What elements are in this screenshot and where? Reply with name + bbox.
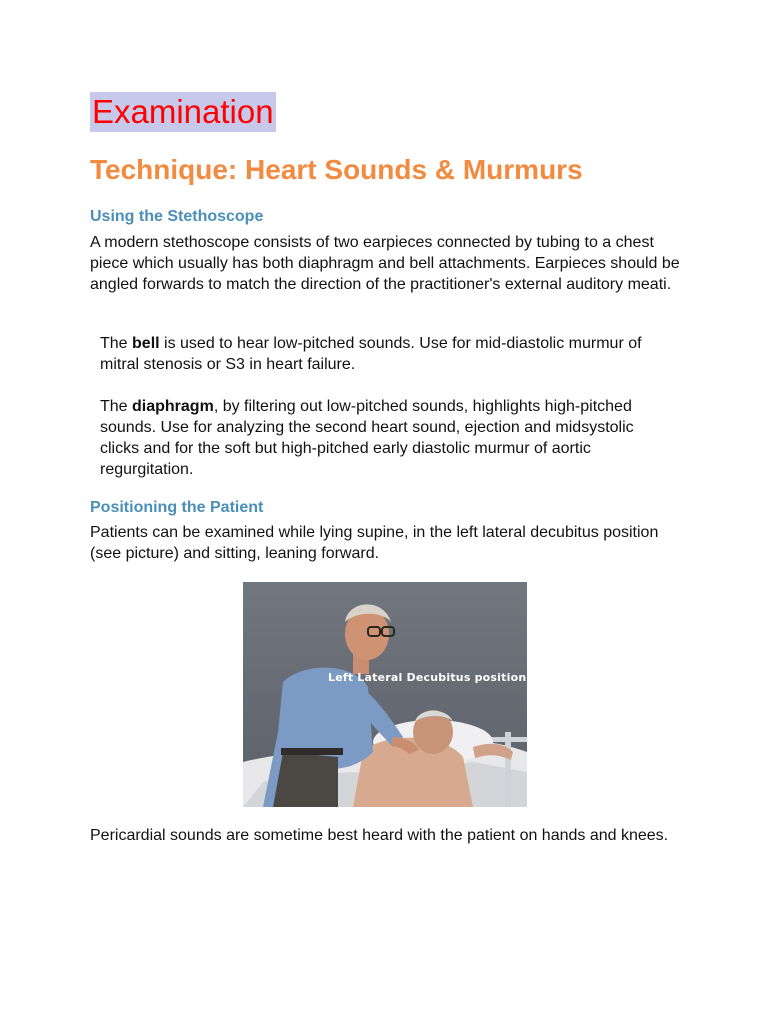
- diaphragm-term: diaphragm: [132, 398, 214, 415]
- section-heading-stethoscope: Using the Stethoscope: [90, 208, 264, 225]
- stethoscope-paragraph: A modern stethoscope consists of two earpieces connected by tubing to a chest piece which usually has both diaphragm and bell attachments. Earpieces should be angled forwards to match the direction of the practitioner's external auditory meati.: [90, 234, 680, 293]
- page-title: Examination: [92, 93, 274, 130]
- bell-paragraph: [100, 333, 645, 375]
- positioning-paragraph: Patients can be examined while lying supine, in the left lateral decubitus position (see picture) and sitting, leaning forward.: [90, 524, 659, 562]
- diaphragm-text: , by filtering out low-pitched sounds, highlights high-pitched sounds. Use for analyzing the second heart sound, ejection and midsystolic clicks and for the soft but high-pitched early diastolic murmur of aortic regurgitation.: [100, 398, 634, 478]
- diaphragm-paragraph: [100, 396, 645, 480]
- bell-term: bell: [132, 335, 160, 352]
- bell-prefix: The: [100, 335, 133, 352]
- bell-text: is used to hear low-pitched sounds. Use for mid-diastolic murmur of mitral stenosis or S3 in heart failure.: [100, 335, 642, 373]
- photo-illustration: [243, 582, 527, 807]
- page-subtitle: Technique: Heart Sounds & Murmurs: [90, 154, 583, 185]
- diaphragm-prefix: The: [100, 398, 133, 415]
- photo-caption: Left Lateral Decubitus position: [328, 671, 527, 684]
- patient-examination-photo: [243, 582, 527, 807]
- section-heading-positioning: Positioning the Patient: [90, 499, 264, 516]
- pericardial-paragraph: Pericardial sounds are sometime best heard with the patient on hands and knees.: [90, 827, 669, 844]
